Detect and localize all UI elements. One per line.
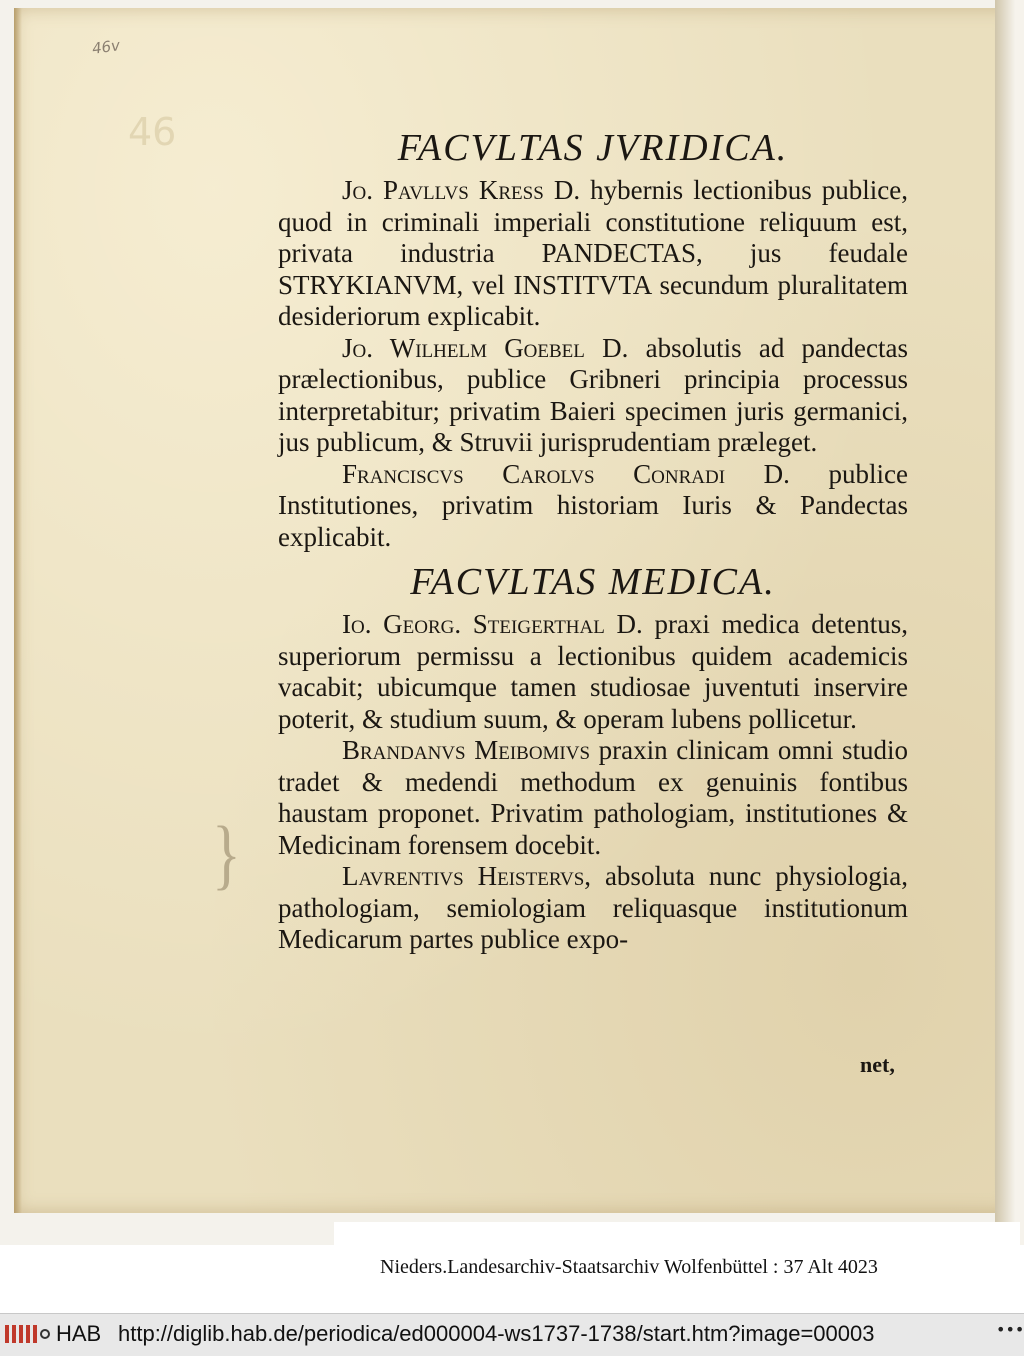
paragraph-text: D. absolutis ad pandectas prælectionibus, publice Gribneri principia processus interpretabitur; privatim Baieri specimen juris germanici, jus publicum, & Struvii jurisprudentiam præleget. xyxy=(278,332,908,457)
professor-name: Jo. Wilhelm Goebel xyxy=(342,332,585,363)
folio-pencil-note: 46v xyxy=(90,36,122,58)
paragraph-conradi xyxy=(278,459,908,554)
paragraph-heister xyxy=(278,861,908,956)
professor-name: Jo. Pavllvs Kress xyxy=(342,175,544,205)
archive-label: Nieders.Landesarchiv-Staatsarchiv Wolfenbüttel : 37 Alt 4023 xyxy=(380,1256,878,1278)
margin-bracket-mark: } xyxy=(212,810,241,897)
hab-logo-icon xyxy=(4,1323,50,1345)
paragraph-text: praxin clinicam omni studio tradet & medendi methodum ex genuinis fontibus haustam proponet. Privatim pathologiam, institutiones & Medicinam forensem docebit. xyxy=(278,735,908,860)
paragraph-text: D. hybernis lectionibus publice, quod in criminali imperiali constitutione reliquum est, privata industria PANDECTAS, jus feudale STRYKIANVM, vel INSTITVTA secundum pluralitatem desideriorum explicabit. xyxy=(278,175,909,331)
paragraph-meibomius xyxy=(278,735,908,861)
footer-brand: HAB xyxy=(56,1321,102,1346)
catchword: net, xyxy=(860,1052,895,1077)
paragraph-text: D. praxi medica detentus, superiorum permissu a lectionibus quidem academicis vacabit; ubicumque tamen studiosae juventuti inservire poterit, & studium suum, & operam lubens pollicetur. xyxy=(278,609,908,734)
professor-name: Io. Georg. Steigerthal xyxy=(342,609,605,639)
paragraph-goebel xyxy=(278,333,908,459)
ellipsis-icon[interactable]: ••• xyxy=(996,1320,1024,1339)
paper-right-edge xyxy=(995,0,1024,1245)
paragraph-text: D. publice Institutiones, privatim historiam Iuris & Pandectas explicabit. xyxy=(278,458,908,552)
faint-leaf-number: 46 xyxy=(128,110,177,154)
paragraph-steigerthal xyxy=(278,609,908,735)
footer-url-link[interactable]: http://diglib.hab.de/periodica/ed000004-ws1737-1738/start.htm?image=00003 xyxy=(118,1321,875,1346)
professor-name: Lavrentivs Heistervs xyxy=(342,861,585,891)
paragraph-text: , absoluta nunc physiologia, pathologiam, semiologiam reliquasque institutionum Medicarum partes publice expo- xyxy=(278,861,908,954)
paper-left-edge xyxy=(14,8,22,1213)
document-body xyxy=(278,125,908,956)
heading-faculty-medicine: FACVLTAS MEDICA. xyxy=(410,561,776,603)
professor-name: Franciscvs Carolvs Conradi xyxy=(342,458,726,489)
heading-faculty-law: FACVLTAS JVRIDICA. xyxy=(397,127,789,169)
paragraph-kress xyxy=(278,175,908,333)
professor-name: Brandanvs Meibomivs xyxy=(342,735,591,765)
